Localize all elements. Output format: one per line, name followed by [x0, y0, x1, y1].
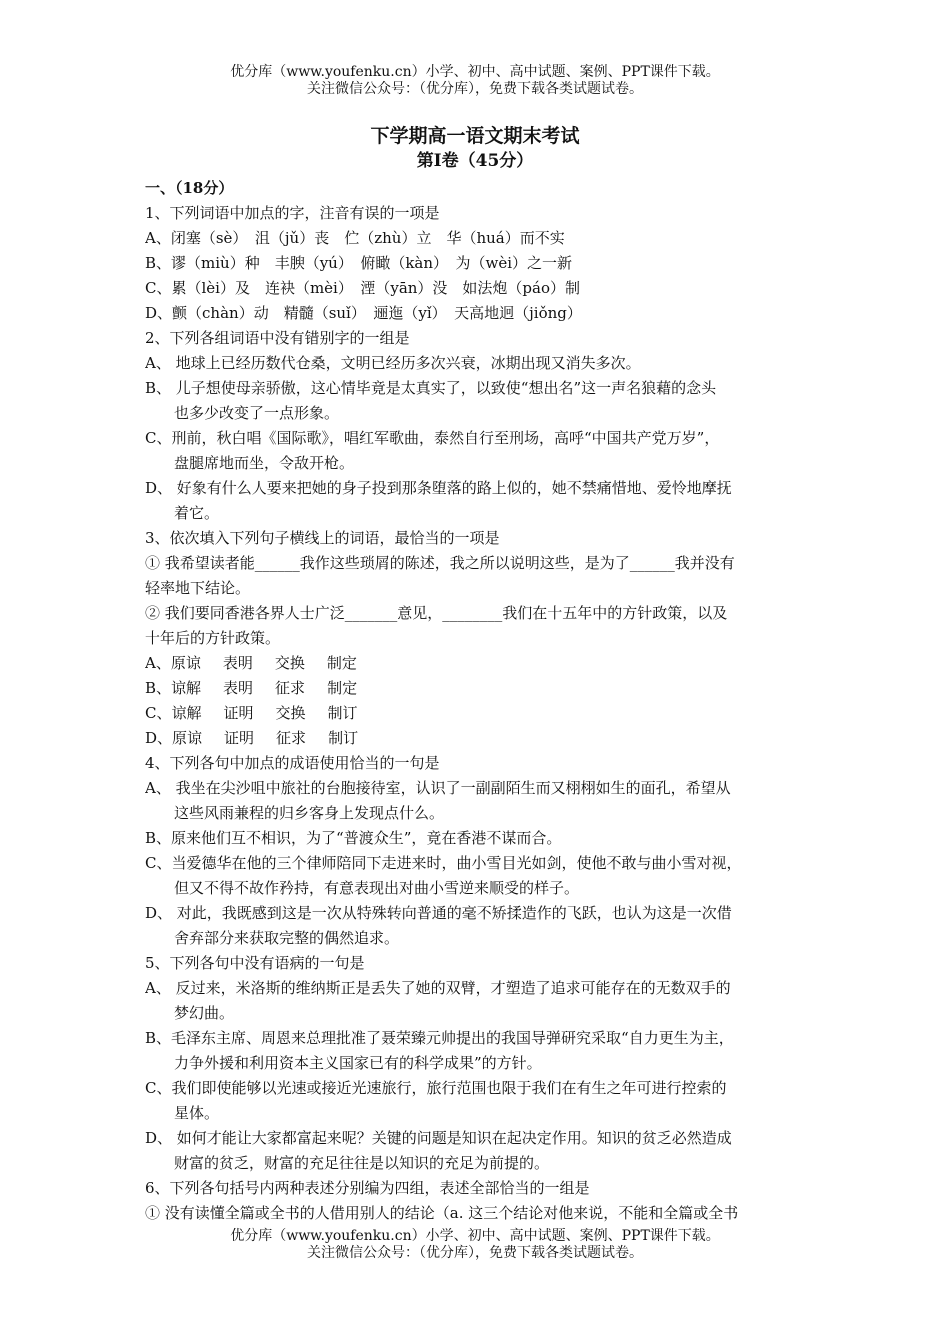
q3-sentence-1: ① 我希望读者能______我作这些琐屑的陈述，我之所以说明这些，是为了______我并没有	[145, 554, 735, 572]
q3-sentence-2-cont: 十年后的方针政策。	[145, 629, 281, 647]
q3-d-word2: 证明	[224, 729, 255, 747]
q3-c-word4: 制订	[327, 704, 358, 722]
q2-option-b: B、 儿子想使母亲骄傲，这心情毕竟是太真实了，以致使“想出名”这一声名狼藉的念头	[145, 379, 717, 397]
q3-c-word1: C、谅解	[145, 704, 202, 722]
q2-option-d-cont: 着它。	[174, 504, 220, 522]
q3-sentence-2: ② 我们要同香港各界人士广泛_______意见，________我们在十五年中的方针政策，以及	[145, 604, 728, 622]
q4-option-a: A、 我坐在尖沙咀中旅社的台胞接待室，认识了一副副陌生而又栩栩如生的面孔，希望从	[145, 779, 731, 797]
q2-option-d: D、 好象有什么人要来把她的身子投到那条堕落的路上似的，她不禁痛惜地、爱怜地摩抚	[145, 479, 732, 497]
q3-d-word3: 征求	[276, 729, 307, 747]
q5-option-c: C、我们即使能够以光速或接近光速旅行，旅行范围也限于我们在有生之年可进行控索的	[145, 1079, 727, 1097]
q3-c-word2: 证明	[223, 704, 254, 722]
q5-option-d: D、 如何才能让大家都富起来呢？关键的问题是知识在起决定作用。知识的贫乏必然造成	[145, 1129, 732, 1147]
q5-option-c-cont: 星体。	[174, 1104, 220, 1122]
q5-option-d-cont: 财富的贫乏，财富的充足往往是以知识的充足为前提的。	[174, 1154, 550, 1172]
q4-option-b: B、原来他们互不相识，为了“普渡众生”，竟在香港不谋而合。	[145, 829, 562, 847]
footer-line-1: 优分库（www.youfenku.cn）小学、初中、高中试题、案例、PPT课件下载。	[230, 1228, 720, 1244]
q5-stem: 5、下列各句中没有语病的一句是	[145, 954, 365, 972]
q4-option-c-cont: 但又不得不故作矜持，有意表现出对曲小雪逆来顺受的样子。	[174, 879, 580, 897]
q3-option-c	[145, 701, 821, 726]
q4-option-d: D、 对此，我既感到这是一次从特殊转向普通的毫不矫揉造作的飞跃，也认为这是一次借	[145, 904, 732, 922]
q1-option-b: B、谬（miù）种 丰腴（yú） 俯瞰（kàn） 为（wèi）之一新	[145, 254, 573, 272]
q1-option-d: D、颤（chàn）动 精髓（suǐ） 逦迤（yǐ） 天高地迥（jiǒng）	[145, 304, 582, 322]
q4-option-c: C、当爱德华在他的三个律师陪同下走进来时，曲小雪目光如剑，使他不敢与曲小雪对视，	[145, 854, 742, 872]
q3-sentence-1-cont: 轻率地下结论。	[145, 579, 251, 597]
q1-option-c: C、累（lèi）及 连袂（mèi） 湮（yān）没 如法炮（páo）制	[145, 279, 581, 297]
q3-d-word1: D、原谅	[145, 729, 203, 747]
q3-option-b	[145, 676, 821, 701]
q3-option-d	[145, 726, 821, 751]
q3-a-word1: A、原谅	[145, 654, 201, 672]
q3-b-word4: 制定	[327, 679, 358, 697]
q3-b-word3: 征求	[275, 679, 306, 697]
exam-body	[145, 176, 821, 1226]
header-line-1: 优分库（www.youfenku.cn）小学、初中、高中试题、案例、PPT课件下载。	[230, 64, 720, 80]
q2-option-c-cont: 盘腿席地而坐，令敌开枪。	[174, 454, 355, 472]
q3-option-a	[145, 651, 821, 676]
q6-stem: 6、下列各句括号内两种表述分别编为四组，表述全部恰当的一组是	[145, 1179, 590, 1197]
page-header	[0, 64, 950, 98]
q3-b-word1: B、谅解	[145, 679, 202, 697]
q1-option-a: A、闭塞（sè） 沮（jǔ）丧 伫（zhù）立 华（huá）而不实	[145, 229, 565, 247]
q3-b-word2: 表明	[223, 679, 254, 697]
q3-stem: 3、依次填入下列句子横线上的词语，最恰当的一项是	[145, 529, 500, 547]
q3-c-word3: 交换	[275, 704, 306, 722]
header-line-2: 关注微信公众号：（优分库），免费下载各类试题试卷。	[307, 81, 643, 97]
q2-option-c: C、刑前，秋白唱《国际歌》，唱红军歌曲，泰然自行至刑场，高呼“中国共产党万岁”，	[145, 429, 720, 447]
exam-title: 下学期高一语文期末考试	[370, 125, 580, 147]
q4-option-a-cont: 这些风雨兼程的归乡客身上发现点什么。	[174, 804, 445, 822]
q3-a-word3: 交换	[274, 654, 305, 672]
q2-stem: 2、下列各组词语中没有错别字的一组是	[145, 329, 410, 347]
page-footer	[0, 1228, 950, 1262]
q2-option-a: A、 地球上已经历数代仓桑，文明已经历多次兴衰，冰期出现又消失多次。	[145, 354, 641, 372]
q5-option-b-cont: 力争外援和利用资本主义国家已有的科学成果”的方针。	[174, 1054, 542, 1072]
section-heading: 一、（18分）	[145, 179, 234, 197]
q3-a-word4: 制定	[326, 654, 357, 672]
q1-stem: 1、下列词语中加点的字，注音有误的一项是	[145, 204, 440, 222]
q6-sentence-1: ① 没有读懂全篇或全书的人借用别人的结论（a. 这三个结论对他来说，不能和全篇或全书	[145, 1204, 739, 1222]
q5-option-b: B、毛泽东主席、周恩来总理批准了聂荣臻元帅提出的我国导弹研究采取“自力更生为主，	[145, 1029, 734, 1047]
q3-d-word4: 制订	[328, 729, 359, 747]
q4-option-d-cont: 舍弃部分来获取完整的偶然追求。	[174, 929, 400, 947]
footer-line-2: 关注微信公众号：（优分库），免费下载各类试题试卷。	[307, 1245, 643, 1261]
exam-subtitle: 第Ⅰ卷（45分）	[416, 151, 534, 171]
q2-option-b-cont: 也多少改变了一点形象。	[174, 404, 340, 422]
q4-stem: 4、下列各句中加点的成语使用恰当的一句是	[145, 754, 440, 772]
q3-a-word2: 表明	[222, 654, 253, 672]
q5-option-a-cont: 梦幻曲。	[174, 1004, 235, 1022]
q5-option-a: A、 反过来，米洛斯的维纳斯正是丢失了她的双臂，才塑造了追求可能存在的无数双手的	[145, 979, 731, 997]
